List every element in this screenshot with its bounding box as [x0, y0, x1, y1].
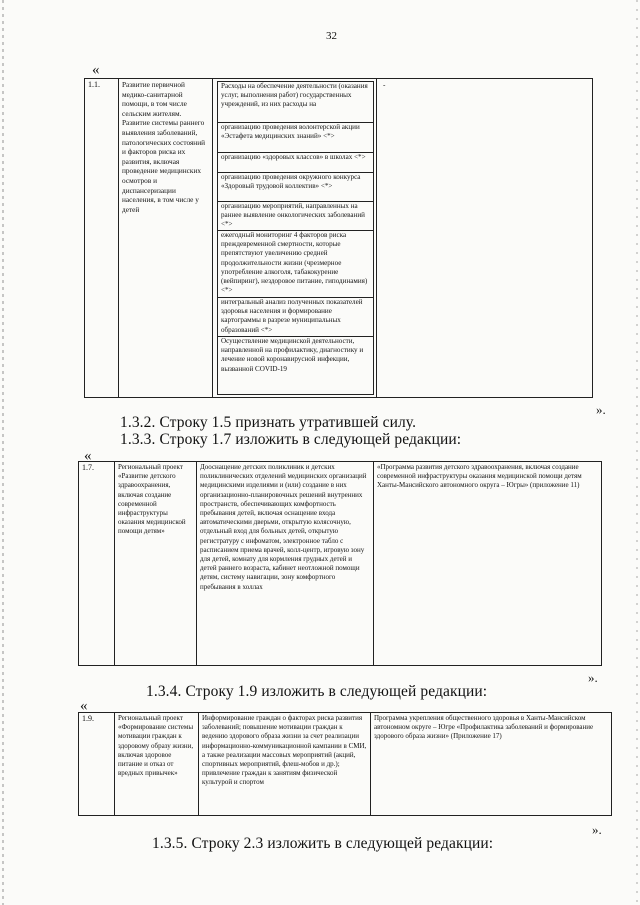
quote-close-2: ».: [588, 670, 598, 685]
activity-item: организацию «здоровых классов» в школах <*>: [217, 153, 374, 173]
row-number: 1.9.: [79, 713, 115, 816]
activity-item: интегральный анализ полученных показателей здоровья населения и формирование картограммы в разрезе муниципальных образований <*>: [217, 298, 374, 337]
activity-item: организацию проведения окружного конкурса «Здоровый трудовой коллектив» <*>: [217, 173, 374, 202]
scan-edge-right: [636, 0, 638, 905]
page-number: 32: [326, 30, 337, 42]
row-activity: Дооснащение детских поликлиник и детских поликлинических отделений медицинских организаций медицинскими изделиями и (или) создание в них организационно-планировочных решений внутренних пространств, обеспечивающих комфортность пребывания детей, включая оснащение входа автоматическими дверьми, открытую колясочную, отдельный вход для больных детей, открытую регистратуру с инфоматом, электронное табло с расписанием приема врачей, колл-центр, игровую зону для детей, комнату для кормления грудных детей и детей раннего возраста, кабинет неотложной помощи детям, систему навигации, зону комфортного пребывания в холлах: [197, 462, 374, 666]
row-program: Программа укрепления общественного здоровья в Ханты-Мансийском автономном округе – Югре «Профилактика заболеваний и формирование здорового образа жизни» (Приложение 17): [371, 713, 612, 816]
quote-open-2: «: [84, 448, 92, 464]
source-cell: -: [377, 79, 593, 398]
activity-item: организацию проведения волонтерской акции «Эстафета медицинских знаний» <*>: [217, 123, 374, 153]
activity-item: Расходы на обеспечение деятельности (оказания услуг, выполнения работ) государственных учреждений, из них расходы на: [217, 81, 374, 123]
heading-1-3-3: 1.3.3. Строку 1.7 изложить в следующей редакции:: [120, 431, 462, 448]
quote-open-1: «: [92, 62, 100, 78]
activity-item: организацию мероприятий, направленных на раннее выявление онкологических заболеваний <*>: [217, 202, 374, 231]
row-description: Региональный проект «Формирование системы мотивации граждан к здоровому образу жизни, включая здоровое питание и отказ от вредных привычек»: [115, 713, 199, 816]
activity-item: Осуществление медицинской деятельности, направленной на профилактику, диагностику и лечение новой коронавирусной инфекции, вызванной COVID-19: [217, 337, 374, 395]
scan-edge-left: [2, 0, 4, 905]
heading-1-3-5: 1.3.5. Строку 2.3 изложить в следующей редакции:: [152, 835, 494, 852]
row-activity: Информирование граждан о факторах риска развития заболеваний; повышение мотивации граждан к ведению здорового образа жизни за счет реализации информационно-коммуникационной кампании в СМИ, а также реализации массовых мероприятий (акций, спортивных мероприятий, флеш-мобов и др.); привлечение граждан к занятиям физической культурой и спортом: [199, 713, 371, 816]
row-program: «Программа развития детского здравоохранения, включая создание современной инфраструктуры оказания медицинской помощи детям Ханты-Мансийского автономного округа – Югры» (приложение 11): [374, 462, 602, 666]
row-number: 1.1.: [85, 79, 119, 398]
table-row-1-9: [78, 712, 612, 816]
activity-item: ежегодный мониторинг 4 факторов риска преждевременной смертности, которые препятствуют увеличению средней продолжительности жизни (чрезмерное употребление алкоголя, табакокурение (вейпиринг), нездоровое питание, гиподинамия) <*>: [217, 231, 374, 298]
heading-1-3-2: 1.3.2. Строку 1.5 признать утратившей силу.: [120, 414, 417, 431]
quote-close-3: ».: [592, 822, 602, 837]
row-description: Региональный проект «Развитие детского здравоохранения, включая создание современной инфраструктуры оказания медицинской помощи детям»: [115, 462, 197, 666]
table-row-1-1: [84, 78, 593, 398]
quote-open-3: «: [80, 698, 88, 714]
table-row-1-7: [78, 461, 602, 666]
heading-1-3-4: 1.3.4. Строку 1.9 изложить в следующей редакции:: [146, 683, 488, 700]
row-description: Развитие первичной медико-санитарной помощи, в том числе сельским жителям. Развитие системы раннего выявления заболеваний, патологических состояний и факторов риска их развития, включая проведение медицинских осмотров и диспансеризации населения, в том числе у детей: [119, 79, 213, 398]
row-number: 1.7.: [79, 462, 115, 666]
activities-cell: [213, 79, 377, 398]
quote-close-1: ».: [596, 402, 606, 417]
